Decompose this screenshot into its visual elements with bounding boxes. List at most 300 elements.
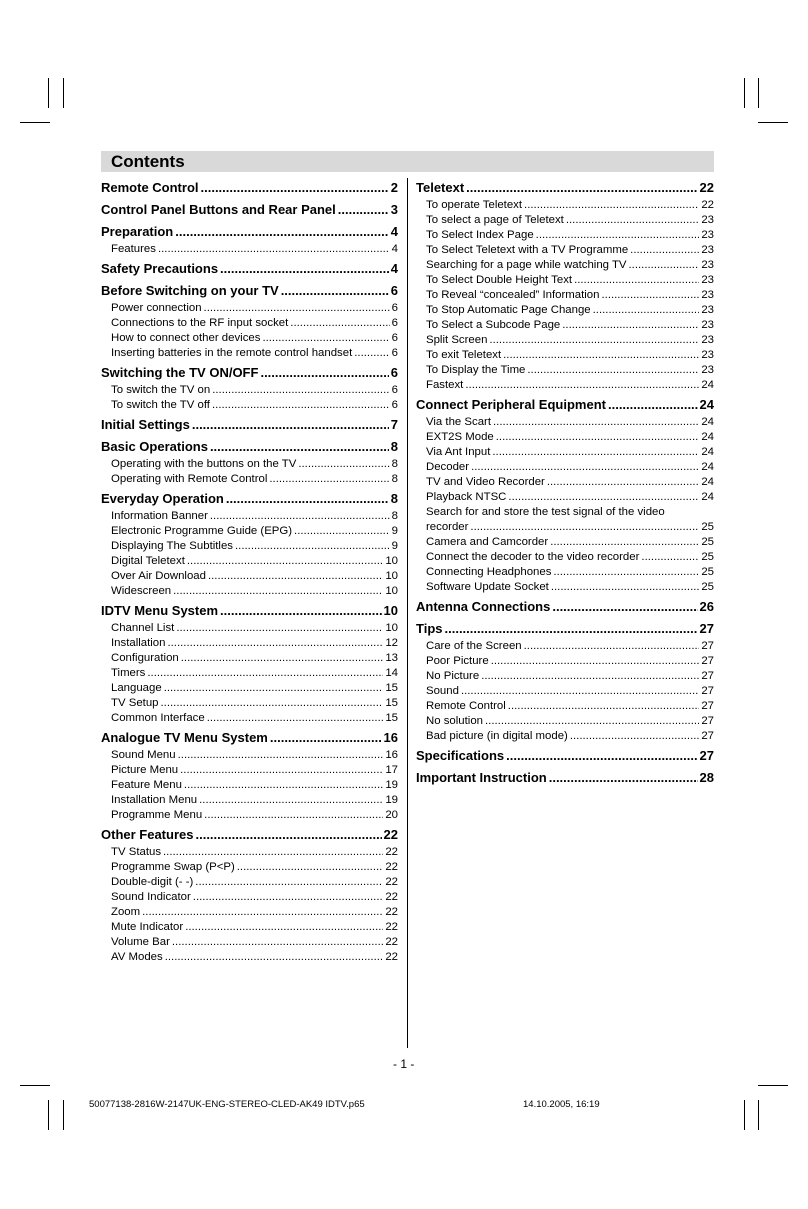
toc-page-number: 15 xyxy=(385,697,398,709)
toc-entry-label: Connect the decoder to the video recorder xyxy=(426,551,640,563)
toc-entry-label: Volume Bar xyxy=(111,936,170,948)
toc-page-number: 22 xyxy=(385,861,398,873)
toc-entry[interactable] xyxy=(426,363,714,378)
toc-entry-label: Software Update Socket xyxy=(426,581,549,593)
toc-entry[interactable] xyxy=(426,213,714,228)
toc-leader-dots xyxy=(220,601,382,621)
toc-entry[interactable] xyxy=(111,346,398,361)
toc-entry[interactable] xyxy=(111,242,398,257)
toc-entry-label: Switching the TV ON/OFF xyxy=(101,365,259,380)
toc-entry[interactable] xyxy=(111,808,398,823)
toc-leader-dots xyxy=(158,242,390,257)
toc-leader-dots xyxy=(193,890,384,905)
toc-right-column xyxy=(416,178,714,788)
toc-page-number: 22 xyxy=(385,891,398,903)
toc-page-number: 10 xyxy=(385,622,398,634)
toc-leader-dots xyxy=(165,950,384,965)
toc-leader-dots xyxy=(281,281,389,301)
toc-entry[interactable] xyxy=(111,584,398,599)
toc-leader-dots xyxy=(173,584,383,599)
toc-page-number: 25 xyxy=(701,581,714,593)
toc-leader-dots xyxy=(629,258,700,273)
toc-page-number: 27 xyxy=(701,700,714,712)
toc-entry[interactable] xyxy=(111,890,398,905)
toc-entry-label: TV and Video Recorder xyxy=(426,476,545,488)
toc-leader-dots xyxy=(641,550,699,565)
toc-entry-label: Poor Picture xyxy=(426,655,489,667)
toc-leader-dots xyxy=(260,363,388,383)
toc-entry[interactable] xyxy=(111,636,398,651)
toc-page-number: 22 xyxy=(383,827,398,842)
toc-entry[interactable] xyxy=(426,460,714,475)
toc-section[interactable] xyxy=(416,597,714,617)
toc-left-column xyxy=(101,178,398,965)
toc-page-number: 24 xyxy=(701,379,714,391)
toc-entry-label: Operating with the buttons on the TV xyxy=(111,458,297,470)
toc-leader-dots xyxy=(175,222,389,242)
toc-leader-dots xyxy=(164,681,384,696)
toc-entry[interactable] xyxy=(111,509,398,524)
toc-leader-dots xyxy=(551,580,699,595)
toc-entry[interactable] xyxy=(111,860,398,875)
toc-leader-dots xyxy=(630,243,699,258)
toc-entry[interactable] xyxy=(426,243,714,258)
toc-entry[interactable] xyxy=(426,303,714,318)
toc-leader-dots xyxy=(237,860,384,875)
toc-leader-dots xyxy=(147,666,383,681)
toc-entry-label: To Stop Automatic Page Change xyxy=(426,304,591,316)
toc-page-number: 8 xyxy=(391,458,398,470)
toc-entry-label: Features xyxy=(111,243,156,255)
toc-leader-dots xyxy=(270,728,382,748)
toc-page-number: 22 xyxy=(385,846,398,858)
toc-leader-dots xyxy=(465,378,699,393)
toc-section[interactable] xyxy=(101,437,398,457)
toc-entry[interactable] xyxy=(426,318,714,333)
toc-entry[interactable] xyxy=(111,711,398,726)
toc-entry[interactable] xyxy=(426,430,714,445)
footer-date: 14.10.2005, 16:19 xyxy=(523,1099,600,1110)
toc-leader-dots xyxy=(562,318,699,333)
crop-mark xyxy=(20,1085,50,1086)
toc-leader-dots xyxy=(290,316,389,331)
toc-entry-label: To switch the TV on xyxy=(111,384,211,396)
toc-entry[interactable] xyxy=(111,316,398,331)
toc-entry-label: To Select Index Page xyxy=(426,229,534,241)
toc-leader-dots xyxy=(262,331,389,346)
toc-page-number: 27 xyxy=(701,640,714,652)
toc-entry-label: Connecting Headphones xyxy=(426,566,552,578)
toc-leader-dots xyxy=(570,729,700,744)
toc-section[interactable] xyxy=(101,363,398,383)
toc-leader-dots xyxy=(485,714,699,729)
toc-entry[interactable] xyxy=(426,228,714,243)
toc-entry-label: TV Setup xyxy=(111,697,159,709)
toc-entry-label: Searching for a page while watching TV xyxy=(426,259,627,271)
crop-mark xyxy=(758,78,759,108)
toc-entry[interactable] xyxy=(426,445,714,460)
toc-entry-label: Connections to the RF input socket xyxy=(111,317,289,329)
toc-entry[interactable] xyxy=(426,378,714,393)
toc-entry-label: Channel List xyxy=(111,622,175,634)
toc-leader-dots xyxy=(574,273,699,288)
toc-entry-label: Double-digit (- -) xyxy=(111,876,194,888)
toc-page-number: 28 xyxy=(699,770,714,785)
toc-page-number: 6 xyxy=(391,302,398,314)
toc-section[interactable] xyxy=(416,768,714,788)
toc-entry-label: Playback NTSC xyxy=(426,491,507,503)
toc-entry[interactable] xyxy=(111,383,398,398)
toc-entry[interactable] xyxy=(111,920,398,935)
toc-page-number: 4 xyxy=(390,261,398,276)
toc-leader-dots xyxy=(207,711,384,726)
toc-leader-dots xyxy=(466,178,697,198)
toc-entry-label: Over Air Download xyxy=(111,570,206,582)
toc-page-number: 27 xyxy=(701,655,714,667)
toc-section[interactable] xyxy=(101,825,398,845)
crop-mark xyxy=(48,78,49,108)
toc-leader-dots xyxy=(493,415,699,430)
toc-page-number: 9 xyxy=(391,540,398,552)
toc-section[interactable] xyxy=(101,200,398,220)
toc-page-number: 27 xyxy=(699,621,714,636)
toc-entry[interactable] xyxy=(426,729,714,744)
toc-entry[interactable] xyxy=(111,666,398,681)
toc-section[interactable] xyxy=(101,259,398,279)
toc-section[interactable] xyxy=(101,601,398,621)
toc-entry-label: Tips xyxy=(416,621,443,636)
toc-entry-label: Sound Indicator xyxy=(111,891,191,903)
toc-entry[interactable] xyxy=(111,331,398,346)
toc-entry[interactable] xyxy=(111,793,398,808)
toc-entry-label: To Select a Subcode Page xyxy=(426,319,561,331)
toc-leader-dots xyxy=(527,363,699,378)
toc-page-number: 10 xyxy=(383,603,398,618)
toc-page-number: 22 xyxy=(385,921,398,933)
toc-entry[interactable] xyxy=(111,875,398,890)
toc-page-number: 24 xyxy=(701,446,714,458)
toc-page-number: 20 xyxy=(385,809,398,821)
toc-leader-dots xyxy=(503,348,699,363)
toc-entry-label: Decoder xyxy=(426,461,470,473)
toc-page-number: 12 xyxy=(385,637,398,649)
toc-page-number: 23 xyxy=(701,364,714,376)
toc-entry[interactable] xyxy=(111,651,398,666)
toc-section[interactable] xyxy=(101,415,398,435)
toc-leader-dots xyxy=(212,383,389,398)
toc-entry[interactable] xyxy=(111,621,398,636)
toc-leader-dots xyxy=(552,597,697,617)
toc-entry-label: To select a page of Teletext xyxy=(426,214,564,226)
toc-leader-dots xyxy=(204,301,390,316)
toc-page-number: 2 xyxy=(390,180,398,195)
crop-mark xyxy=(63,1100,64,1130)
toc-leader-dots xyxy=(185,920,383,935)
toc-leader-dots xyxy=(471,460,699,475)
toc-entry-label: Electronic Programme Guide (EPG) xyxy=(111,525,293,537)
toc-leader-dots xyxy=(167,636,383,651)
toc-page-number: 23 xyxy=(701,334,714,346)
crop-mark xyxy=(48,1100,49,1130)
toc-entry[interactable] xyxy=(111,748,398,763)
toc-page-number: 23 xyxy=(701,214,714,226)
toc-entry-label: Via the Scart xyxy=(426,416,492,428)
toc-entry[interactable] xyxy=(111,935,398,950)
crop-mark xyxy=(744,1100,745,1130)
toc-leader-dots xyxy=(180,763,383,778)
toc-entry-label: Specifications xyxy=(416,748,505,763)
page-title: Contents xyxy=(111,152,185,171)
toc-leader-dots xyxy=(199,793,383,808)
toc-entry[interactable] xyxy=(426,333,714,348)
toc-page-number: 8 xyxy=(390,439,398,454)
toc-entry[interactable] xyxy=(426,684,714,699)
toc-entry-label: Remote Control xyxy=(101,180,199,195)
toc-entry[interactable] xyxy=(426,580,714,595)
toc-entry-label: Safety Precautions xyxy=(101,261,219,276)
toc-page-number: 22 xyxy=(699,180,714,195)
toc-entry-label: To Display the Time xyxy=(426,364,526,376)
toc-page-number: 23 xyxy=(701,244,714,256)
toc-leader-dots xyxy=(176,621,383,636)
toc-page-number: 14 xyxy=(385,667,398,679)
toc-page-number: 8 xyxy=(391,473,398,485)
toc-leader-dots xyxy=(161,696,384,711)
toc-page-number: 27 xyxy=(701,685,714,697)
toc-entry[interactable] xyxy=(426,273,714,288)
crop-mark xyxy=(63,78,64,108)
toc-leader-dots xyxy=(506,746,697,766)
toc-page-number: 23 xyxy=(701,349,714,361)
toc-entry[interactable] xyxy=(426,288,714,303)
toc-entry-label: Installation xyxy=(111,637,166,649)
toc-entry[interactable] xyxy=(426,415,714,430)
toc-leader-dots xyxy=(226,489,389,509)
toc-page-number: 24 xyxy=(701,491,714,503)
toc-entry[interactable] xyxy=(426,550,714,565)
toc-leader-dots xyxy=(481,669,699,684)
toc-page-number: 8 xyxy=(390,491,398,506)
toc-page-number: 27 xyxy=(701,670,714,682)
toc-entry[interactable] xyxy=(111,681,398,696)
toc-page-number: 23 xyxy=(701,259,714,271)
toc-entry[interactable] xyxy=(111,472,398,487)
toc-entry-label: To operate Teletext xyxy=(426,199,523,211)
toc-entry[interactable] xyxy=(426,475,714,490)
toc-section[interactable] xyxy=(101,222,398,242)
toc-page-number: 27 xyxy=(699,748,714,763)
toc-entry[interactable] xyxy=(426,348,714,363)
toc-entry-label: Operating with Remote Control xyxy=(111,473,268,485)
toc-entry[interactable] xyxy=(111,457,398,472)
toc-page-number: 15 xyxy=(385,712,398,724)
toc-entry-label: Programme Menu xyxy=(111,809,203,821)
toc-entry-label: Fastext xyxy=(426,379,464,391)
toc-entry[interactable] xyxy=(111,950,398,965)
toc-page-number: 22 xyxy=(385,936,398,948)
toc-page-number: 16 xyxy=(385,749,398,761)
toc-page-number: 23 xyxy=(701,289,714,301)
toc-entry[interactable] xyxy=(111,905,398,920)
toc-page-number: 24 xyxy=(701,431,714,443)
toc-entry-label: Widescreen xyxy=(111,585,172,597)
toc-section[interactable] xyxy=(101,728,398,748)
toc-leader-dots xyxy=(593,303,700,318)
toc-entry-label: Antenna Connections xyxy=(416,599,551,614)
toc-entry[interactable] xyxy=(111,845,398,860)
toc-entry[interactable] xyxy=(111,778,398,793)
toc-entry-label: Feature Menu xyxy=(111,779,182,791)
toc-entry[interactable] xyxy=(111,539,398,554)
toc-entry-label: Power connection xyxy=(111,302,202,314)
toc-leader-dots xyxy=(178,748,384,763)
toc-entry[interactable] xyxy=(426,714,714,729)
toc-page-number: 26 xyxy=(699,599,714,614)
toc-entry[interactable] xyxy=(426,520,714,535)
toc-page-number: 10 xyxy=(385,555,398,567)
contents-title-bar xyxy=(101,151,714,172)
toc-leader-dots xyxy=(489,333,699,348)
toc-entry[interactable] xyxy=(426,258,714,273)
toc-page-number: 6 xyxy=(391,317,398,329)
toc-entry[interactable] xyxy=(426,198,714,213)
toc-leader-dots xyxy=(508,490,699,505)
toc-entry-label: No Picture xyxy=(426,670,480,682)
toc-leader-dots xyxy=(210,509,390,524)
toc-entry-label: Split Screen xyxy=(426,334,488,346)
toc-leader-dots xyxy=(524,198,699,213)
toc-entry-label: Connect Peripheral Equipment xyxy=(416,397,606,412)
toc-page-number: 25 xyxy=(701,551,714,563)
toc-entry-label: No solution xyxy=(426,715,483,727)
toc-entry[interactable] xyxy=(111,301,398,316)
toc-section[interactable] xyxy=(101,178,398,198)
toc-page-number: 25 xyxy=(701,521,714,533)
toc-leader-dots xyxy=(524,639,700,654)
toc-leader-dots xyxy=(212,398,390,413)
toc-entry-label: EXT2S Mode xyxy=(426,431,494,443)
toc-page-number: 15 xyxy=(385,682,398,694)
toc-entry-label: Care of the Screen xyxy=(426,640,522,652)
toc-page-number: 6 xyxy=(390,283,398,298)
toc-entry-label: To Select Teletext with a TV Programme xyxy=(426,244,629,256)
toc-entry-label: Common Interface xyxy=(111,712,205,724)
toc-page-number: 23 xyxy=(701,304,714,316)
toc-entry[interactable] xyxy=(111,524,398,539)
toc-entry-label: Bad picture (in digital mode) xyxy=(426,730,568,742)
toc-leader-dots xyxy=(269,472,389,487)
toc-leader-dots xyxy=(210,437,389,457)
toc-entry-label: How to connect other devices xyxy=(111,332,261,344)
toc-entry-label: Picture Menu xyxy=(111,764,179,776)
toc-entry-label: To exit Teletext xyxy=(426,349,502,361)
toc-page-number: 25 xyxy=(701,566,714,578)
toc-entry-label: To Reveal “concealed” Information xyxy=(426,289,600,301)
toc-entry-label: Sound Menu xyxy=(111,749,176,761)
toc-section[interactable] xyxy=(416,395,714,415)
toc-page-number: 7 xyxy=(390,417,398,432)
crop-mark xyxy=(20,122,50,123)
toc-leader-dots xyxy=(181,651,384,666)
toc-entry[interactable] xyxy=(426,490,714,505)
page-number: - 1 - xyxy=(393,1057,415,1071)
toc-entry-label: Language xyxy=(111,682,162,694)
toc-leader-dots xyxy=(294,524,390,539)
toc-page-number: 6 xyxy=(391,347,398,359)
toc-entry[interactable] xyxy=(111,696,398,711)
toc-page-number: 22 xyxy=(385,876,398,888)
toc-page-number: 23 xyxy=(701,229,714,241)
toc-page-number: 24 xyxy=(701,476,714,488)
toc-page-number: 3 xyxy=(390,202,398,217)
toc-entry-label: Camera and Camcorder xyxy=(426,536,549,548)
toc-leader-dots xyxy=(220,259,389,279)
toc-entry[interactable] xyxy=(111,554,398,569)
toc-entry[interactable] xyxy=(426,669,714,684)
toc-page-number: 22 xyxy=(385,906,398,918)
toc-entry-label: To switch the TV off xyxy=(111,399,210,411)
toc-entry[interactable] xyxy=(426,639,714,654)
toc-entry-label: Installation Menu xyxy=(111,794,198,806)
toc-entry[interactable] xyxy=(426,535,714,550)
toc-entry[interactable] xyxy=(426,699,714,714)
toc-entry-label: Displaying The Subtitles xyxy=(111,540,233,552)
toc-section[interactable] xyxy=(101,281,398,301)
toc-entry[interactable] xyxy=(111,398,398,413)
toc-page-number: 6 xyxy=(390,365,398,380)
toc-leader-dots xyxy=(195,825,381,845)
toc-leader-dots xyxy=(508,699,700,714)
toc-leader-dots xyxy=(338,200,389,220)
toc-leader-dots xyxy=(445,619,698,639)
toc-leader-dots xyxy=(201,178,389,198)
toc-leader-dots xyxy=(553,565,699,580)
toc-entry[interactable] xyxy=(426,565,714,580)
toc-entry-label: Control Panel Buttons and Rear Panel xyxy=(101,202,336,217)
toc-page-number: 24 xyxy=(701,416,714,428)
toc-entry-label: Everyday Operation xyxy=(101,491,224,506)
toc-entry-label: recorder xyxy=(426,521,469,533)
toc-leader-dots xyxy=(208,569,383,584)
toc-leader-dots xyxy=(163,845,383,860)
crop-mark xyxy=(758,122,788,123)
toc-section[interactable] xyxy=(416,619,714,639)
toc-page-number: 24 xyxy=(701,461,714,473)
toc-page-number: 22 xyxy=(701,199,714,211)
crop-mark xyxy=(758,1085,788,1086)
toc-entry-label: AV Modes xyxy=(111,951,163,963)
toc-section[interactable] xyxy=(416,746,714,766)
toc-page-number: 23 xyxy=(701,319,714,331)
toc-page-number: 16 xyxy=(383,730,398,745)
toc-entry-label: Basic Operations xyxy=(101,439,208,454)
toc-entry[interactable] xyxy=(111,569,398,584)
toc-leader-dots xyxy=(547,475,699,490)
toc-entry-label: Inserting batteries in the remote control handset xyxy=(111,347,353,359)
toc-entry-label: Search for and store the test signal of the video xyxy=(426,506,665,518)
toc-section[interactable] xyxy=(416,178,714,198)
toc-entry[interactable] xyxy=(426,654,714,669)
toc-page-number: 23 xyxy=(701,274,714,286)
toc-leader-dots xyxy=(142,905,383,920)
toc-section[interactable] xyxy=(101,489,398,509)
crop-mark xyxy=(758,1100,759,1130)
toc-entry[interactable] xyxy=(111,763,398,778)
toc-entry-label: Digital Teletext xyxy=(111,555,185,567)
toc-leader-dots xyxy=(187,554,383,569)
toc-page-number: 10 xyxy=(385,570,398,582)
toc-entry-label: TV Status xyxy=(111,846,162,858)
